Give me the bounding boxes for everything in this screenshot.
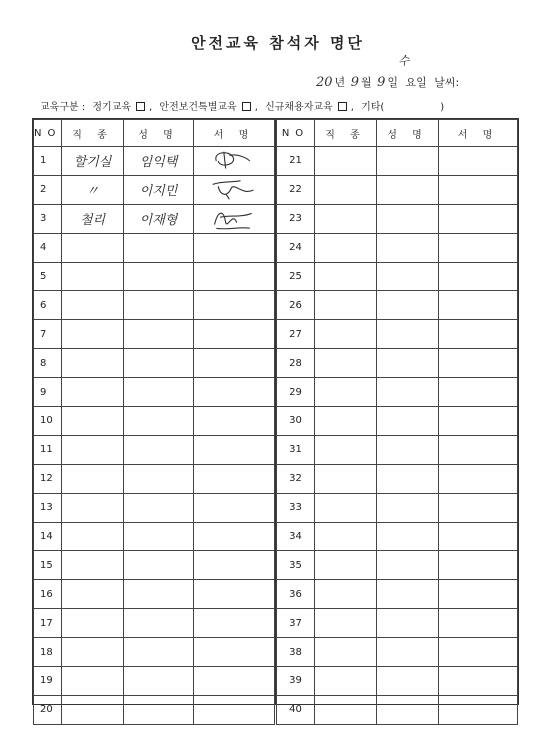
row-number: 14 xyxy=(34,522,62,551)
row-number: 6 xyxy=(34,291,62,320)
job-cell xyxy=(315,233,377,262)
name-cell xyxy=(377,320,439,349)
name-cell xyxy=(124,233,194,262)
table-row xyxy=(277,667,518,696)
signature-cell xyxy=(194,378,275,407)
education-type-label: 교육구분 : xyxy=(40,102,86,113)
name-cell xyxy=(124,407,194,436)
job-cell xyxy=(62,609,124,638)
name-cell xyxy=(377,262,439,291)
name-cell xyxy=(124,291,194,320)
row-number: 22 xyxy=(277,175,315,204)
table-row xyxy=(277,349,518,378)
month-handwritten: 9 xyxy=(350,75,359,90)
signature-cell xyxy=(439,464,518,493)
name-cell xyxy=(124,551,194,580)
signature-cell xyxy=(439,233,518,262)
table-row xyxy=(277,464,518,493)
name-cell xyxy=(124,493,194,522)
table-row xyxy=(34,464,275,493)
weather-label: 날씨: xyxy=(434,76,460,89)
signature-cell xyxy=(194,349,275,378)
table-row xyxy=(34,435,275,464)
signature-cell xyxy=(439,147,518,176)
table-row xyxy=(277,551,518,580)
table-row xyxy=(34,667,275,696)
job-cell xyxy=(315,262,377,291)
signature-cell xyxy=(194,609,275,638)
row-number: 20 xyxy=(34,695,62,724)
job-cell xyxy=(62,435,124,464)
table-row xyxy=(34,407,275,436)
header-row xyxy=(277,120,518,147)
row-number: 30 xyxy=(277,407,315,436)
name-cell xyxy=(377,609,439,638)
job-cell xyxy=(62,349,124,378)
option-new-hire: 신규채용자교육 , xyxy=(265,102,354,113)
row-number: 11 xyxy=(34,435,62,464)
job-cell xyxy=(315,695,377,724)
header-signature: 서 명 xyxy=(439,120,518,147)
row-number: 13 xyxy=(34,493,62,522)
checkbox-new-hire[interactable] xyxy=(338,102,347,111)
table-row xyxy=(34,291,275,320)
table-row xyxy=(277,609,518,638)
signature-cell xyxy=(439,320,518,349)
signature-scribble xyxy=(207,206,261,232)
job-cell xyxy=(62,493,124,522)
signature-cell xyxy=(439,435,518,464)
row-number: 28 xyxy=(277,349,315,378)
job-cell xyxy=(315,147,377,176)
option-regular: 정기교육 , xyxy=(92,102,153,113)
job-cell xyxy=(315,435,377,464)
table-row xyxy=(277,638,518,667)
row-number: 38 xyxy=(277,638,315,667)
name-cell xyxy=(377,147,439,176)
row-number: 8 xyxy=(34,349,62,378)
job-cell xyxy=(62,667,124,696)
job-cell xyxy=(315,175,377,204)
name-cell xyxy=(124,638,194,667)
signature-cell xyxy=(439,667,518,696)
table-row xyxy=(277,175,518,204)
job-cell xyxy=(315,378,377,407)
header-name: 성 명 xyxy=(124,120,194,147)
table-row xyxy=(277,320,518,349)
row-number: 12 xyxy=(34,464,62,493)
header-signature: 서 명 xyxy=(194,120,275,147)
table-row xyxy=(34,147,275,176)
row-number: 9 xyxy=(34,378,62,407)
signature-cell xyxy=(439,407,518,436)
table-row xyxy=(34,609,275,638)
job-cell xyxy=(62,378,124,407)
row-number: 33 xyxy=(277,493,315,522)
table-row xyxy=(34,580,275,609)
table-row xyxy=(34,551,275,580)
job-cell xyxy=(62,233,124,262)
job-cell: 〃 xyxy=(62,175,124,204)
signature-cell xyxy=(194,407,275,436)
row-number: 15 xyxy=(34,551,62,580)
row-number: 24 xyxy=(277,233,315,262)
signature-cell xyxy=(194,464,275,493)
row-number: 21 xyxy=(277,147,315,176)
name-cell xyxy=(124,435,194,464)
name-cell xyxy=(377,695,439,724)
year-handwritten: 20 xyxy=(316,75,333,90)
job-cell xyxy=(315,204,377,233)
name-cell xyxy=(377,551,439,580)
row-number: 17 xyxy=(34,609,62,638)
header-name: 성 명 xyxy=(377,120,439,147)
table-row xyxy=(34,320,275,349)
job-cell xyxy=(315,551,377,580)
table-row xyxy=(277,435,518,464)
header-no: NO xyxy=(34,120,62,147)
signature-cell xyxy=(439,522,518,551)
table-row xyxy=(34,349,275,378)
table-row xyxy=(34,262,275,291)
row-number: 2 xyxy=(34,175,62,204)
name-cell xyxy=(377,204,439,233)
row-number: 26 xyxy=(277,291,315,320)
name-cell xyxy=(124,320,194,349)
name-cell xyxy=(377,233,439,262)
signature-cell xyxy=(439,204,518,233)
signature-cell xyxy=(194,551,275,580)
signature-cell xyxy=(194,667,275,696)
row-number: 32 xyxy=(277,464,315,493)
name-cell: 이재형 xyxy=(124,204,194,233)
name-cell xyxy=(377,464,439,493)
row-number: 29 xyxy=(277,378,315,407)
job-cell xyxy=(315,609,377,638)
table-row xyxy=(277,493,518,522)
signature-cell xyxy=(439,175,518,204)
attendance-table xyxy=(32,118,519,716)
row-number: 19 xyxy=(34,667,62,696)
row-number: 37 xyxy=(277,609,315,638)
table-row xyxy=(34,493,275,522)
signature-cell xyxy=(194,175,275,204)
job-cell xyxy=(315,320,377,349)
checkbox-special[interactable] xyxy=(242,102,251,111)
name-cell xyxy=(377,407,439,436)
education-type-line xyxy=(40,98,452,113)
job-cell xyxy=(62,407,124,436)
row-number: 31 xyxy=(277,435,315,464)
row-number: 35 xyxy=(277,551,315,580)
name-cell xyxy=(124,522,194,551)
table-row xyxy=(34,175,275,204)
name-cell xyxy=(377,435,439,464)
job-cell xyxy=(62,580,124,609)
signature-cell xyxy=(439,580,518,609)
job-cell: 철리 xyxy=(62,204,124,233)
table-row xyxy=(277,233,518,262)
job-cell xyxy=(315,638,377,667)
job-cell xyxy=(315,667,377,696)
name-cell xyxy=(377,667,439,696)
weekday-handwritten: 수 xyxy=(397,53,411,69)
table-row xyxy=(277,580,518,609)
table-row xyxy=(277,522,518,551)
attendance-table-left xyxy=(33,119,275,716)
page-title: 안전교육 참석자 명단 xyxy=(191,34,365,52)
row-number: 3 xyxy=(34,204,62,233)
signature-cell xyxy=(439,609,518,638)
day-suffix: 일 xyxy=(387,76,399,89)
signature-cell xyxy=(194,493,275,522)
header-no: NO xyxy=(277,120,315,147)
year-suffix: 년 xyxy=(334,76,346,89)
signature-cell xyxy=(439,291,518,320)
job-cell: 할기실 xyxy=(62,147,124,176)
job-cell xyxy=(62,695,124,724)
job-cell xyxy=(62,638,124,667)
header-row xyxy=(34,120,275,147)
name-cell xyxy=(124,378,194,407)
row-number: 7 xyxy=(34,320,62,349)
row-number: 18 xyxy=(34,638,62,667)
name-cell xyxy=(124,609,194,638)
name-cell xyxy=(377,175,439,204)
row-number: 40 xyxy=(277,695,315,724)
signature-cell xyxy=(439,349,518,378)
name-cell: 임익택 xyxy=(124,147,194,176)
name-cell xyxy=(377,580,439,609)
date-line xyxy=(316,74,461,90)
name-cell xyxy=(377,638,439,667)
job-cell xyxy=(315,407,377,436)
name-cell xyxy=(124,262,194,291)
day-handwritten: 9 xyxy=(377,75,386,90)
job-cell xyxy=(62,464,124,493)
job-cell xyxy=(62,262,124,291)
signature-cell xyxy=(439,493,518,522)
job-cell xyxy=(62,551,124,580)
table-row xyxy=(34,695,275,724)
signature-cell xyxy=(194,695,275,724)
name-cell xyxy=(124,349,194,378)
signature-cell xyxy=(194,204,275,233)
table-row xyxy=(277,407,518,436)
signature-scribble xyxy=(207,177,261,203)
table-row xyxy=(34,638,275,667)
row-number: 34 xyxy=(277,522,315,551)
row-number: 4 xyxy=(34,233,62,262)
signature-cell xyxy=(194,435,275,464)
signature-cell xyxy=(194,233,275,262)
row-number: 25 xyxy=(277,262,315,291)
header-job: 직 종 xyxy=(315,120,377,147)
table-row xyxy=(277,204,518,233)
signature-scribble xyxy=(207,148,261,174)
row-number: 16 xyxy=(34,580,62,609)
signature-cell xyxy=(194,320,275,349)
name-cell xyxy=(124,667,194,696)
row-number: 23 xyxy=(277,204,315,233)
signature-cell xyxy=(194,638,275,667)
table-row xyxy=(34,233,275,262)
weekday-suffix: 요일 xyxy=(405,76,427,89)
signature-cell xyxy=(439,551,518,580)
name-cell xyxy=(377,378,439,407)
name-cell: 이지민 xyxy=(124,175,194,204)
job-cell xyxy=(315,349,377,378)
job-cell xyxy=(315,580,377,609)
table-row xyxy=(34,522,275,551)
option-special: 안전보건특별교육 , xyxy=(159,102,258,113)
name-cell xyxy=(377,493,439,522)
signature-cell xyxy=(194,522,275,551)
row-number: 27 xyxy=(277,320,315,349)
signature-cell xyxy=(439,638,518,667)
table-row xyxy=(277,695,518,724)
row-number: 1 xyxy=(34,147,62,176)
signature-cell xyxy=(439,695,518,724)
row-number: 39 xyxy=(277,667,315,696)
name-cell xyxy=(377,522,439,551)
table-row xyxy=(34,378,275,407)
table-row xyxy=(277,378,518,407)
job-cell xyxy=(62,291,124,320)
name-cell xyxy=(377,291,439,320)
row-number: 36 xyxy=(277,580,315,609)
signature-cell xyxy=(439,262,518,291)
row-number: 5 xyxy=(34,262,62,291)
header-job: 직 종 xyxy=(62,120,124,147)
attendance-table-right xyxy=(275,119,518,716)
signature-cell xyxy=(194,262,275,291)
job-cell xyxy=(315,464,377,493)
signature-cell xyxy=(194,580,275,609)
job-cell xyxy=(62,320,124,349)
row-number: 10 xyxy=(34,407,62,436)
name-cell xyxy=(124,695,194,724)
table-row xyxy=(277,262,518,291)
table-row xyxy=(277,291,518,320)
table-row xyxy=(277,147,518,176)
name-cell xyxy=(124,464,194,493)
job-cell xyxy=(62,522,124,551)
name-cell xyxy=(124,580,194,609)
name-cell xyxy=(377,349,439,378)
job-cell xyxy=(315,522,377,551)
signature-cell xyxy=(439,378,518,407)
option-other: 기타( ) xyxy=(361,102,445,113)
month-suffix: 월 xyxy=(360,76,372,89)
checkbox-regular[interactable] xyxy=(136,102,145,111)
signature-cell xyxy=(194,147,275,176)
table-row xyxy=(34,204,275,233)
signature-cell xyxy=(194,291,275,320)
job-cell xyxy=(315,291,377,320)
job-cell xyxy=(315,493,377,522)
